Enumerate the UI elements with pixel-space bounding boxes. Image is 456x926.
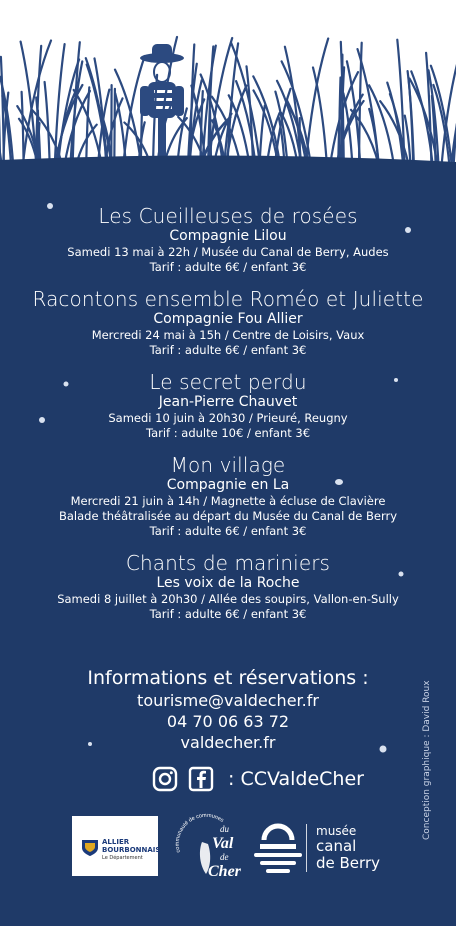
phone-number[interactable]: 04 70 06 63 72 [166,712,290,731]
event-date-location: Samedi 13 mai à 22h / Musée du Canal de Berry, Audes [67,245,389,259]
allier-text-2: BOURBONNAIS [102,846,161,854]
event-company: Compagnie Lilou [169,228,287,244]
email-link[interactable]: tourisme@valdecher.fr [137,691,319,710]
grass-blade [22,92,24,165]
event-company: Compagnie en La [166,477,290,493]
info-title: Informations et réservations : [87,667,369,689]
event-price: Tarif : adulte 6€ / enfant 3€ [149,343,307,357]
event-title: Chants de mariniers [125,551,331,575]
grass-blade [190,45,194,166]
berry-word: de Berry [316,854,380,872]
allier-text-1: ALLIER [102,838,130,846]
event-title: Racontons ensemble Roméo et Juliette [32,287,424,311]
allier-text-3: Le Département [102,855,143,861]
grass-blades [0,37,456,165]
logo-divider [306,824,307,872]
website-link[interactable]: valdecher.fr [180,733,276,752]
event-price: Tarif : adulte 6€ / enfant 3€ [149,524,307,538]
event-title: Le secret perdu [149,370,307,394]
event-list [0,204,456,634]
canal-word: canal [316,837,357,855]
partner-logos [0,812,456,892]
musee-word: musée [316,824,357,838]
valcher-val: Val [212,835,234,852]
social-handle: : CCValdeCher [228,768,364,790]
event-company: Les voix de la Roche [156,575,300,591]
design-credit: Conception graphique : David Roux [422,680,432,840]
valcher-arc-path: communauté de communes [174,812,225,854]
info-block [0,666,456,753]
event-date-location: Mercredi 24 mai à 15h / Centre de Loisirs, Vaux [91,328,365,342]
valcher-cher: Cher [208,863,241,880]
event-3 [0,370,456,441]
event-2 [0,287,456,358]
grass-blade [141,103,142,165]
grass-blade [1,57,4,165]
musee-canal-emblem-icon [252,820,304,880]
val-de-cher-logo [172,812,242,882]
allier-emblem-icon [80,836,100,858]
event-company: Jean-Pierre Chauvet [158,394,298,410]
allier-logo [72,816,161,876]
event-title: Les Cueilleuses de rosées [98,204,358,228]
musee-canal-logo [316,824,380,872]
event-title: Mon village [170,453,286,477]
grass-scarecrow-illustration [0,0,456,180]
event-date-location: Samedi 10 juin à 20h30 / Prieuré, Reugny [108,411,348,425]
event-company: Compagnie Fou Allier [153,311,303,327]
grass-blade [313,68,327,166]
event-1 [0,204,456,275]
event-5 [0,551,456,622]
social-row [152,764,364,794]
event-price: Tarif : adulte 10€ / enfant 3€ [145,426,311,440]
event-price: Tarif : adulte 6€ / enfant 3€ [149,607,307,621]
valcher-de: de [220,852,229,862]
event-4 [0,453,456,539]
grass-blade [114,89,115,165]
valcher-du: du [220,824,229,834]
facebook-icon[interactable] [188,766,214,792]
event-date-location: Samedi 8 juillet à 20h30 / Allée des soupirs, Vallon-en-Sully [57,592,399,606]
instagram-icon[interactable] [152,766,178,792]
grass-blade [45,82,50,165]
scarecrow-figure [140,44,184,166]
event-description: Balade théâtralisée au départ du Musée du Canal de Berry [58,509,398,523]
event-price: Tarif : adulte 6€ / enfant 3€ [149,260,307,274]
event-date-location: Mercredi 21 juin à 14h / Magnette à écluse de Clavière [70,494,386,508]
